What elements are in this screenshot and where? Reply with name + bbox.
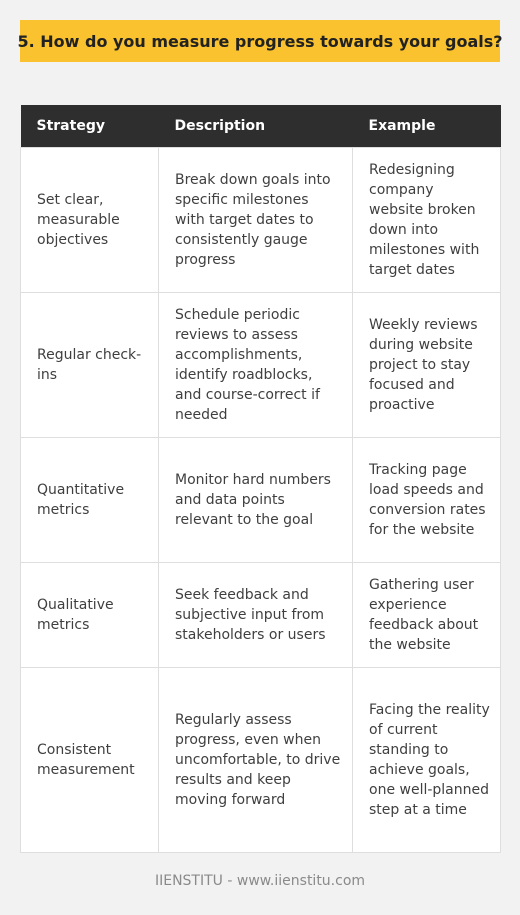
column-header-example: Example	[353, 105, 501, 147]
strategy-cell: Qualitative metrics	[21, 562, 159, 667]
example-cell: Gathering user experience feedback about the website	[353, 562, 501, 667]
table-row	[21, 147, 501, 292]
table-row	[21, 667, 501, 852]
title-banner	[17, 20, 503, 62]
strategy-cell: Consistent measurement	[21, 667, 159, 852]
table-row	[21, 292, 501, 437]
example-cell: Redesigning company website broken down into milestones with target dates	[353, 147, 501, 292]
example-cell: Weekly reviews during website project to stay focused and proactive	[353, 292, 501, 437]
description-cell: Schedule periodic reviews to assess accomplishments, identify roadblocks, and course-correct if needed	[159, 292, 353, 437]
description-cell: Break down goals into specific milestones with target dates to consistently gauge progress	[159, 147, 353, 292]
example-cell: Facing the reality of current standing to achieve goals, one well-planned step at a time	[353, 667, 501, 852]
strategy-cell: Quantitative metrics	[21, 437, 159, 562]
strategy-cell: Regular check-ins	[21, 292, 159, 437]
table-header-row	[21, 105, 501, 147]
page-title: 5. How do you measure progress towards your goals?	[17, 31, 503, 51]
description-cell: Seek feedback and subjective input from stakeholders or users	[159, 562, 353, 667]
description-cell: Monitor hard numbers and data points relevant to the goal	[159, 437, 353, 562]
column-header-description: Description	[159, 105, 353, 147]
column-header-strategy: Strategy	[21, 105, 159, 147]
description-cell: Regularly assess progress, even when uncomfortable, to drive results and keep moving forward	[159, 667, 353, 852]
table-row	[21, 562, 501, 667]
strategy-table	[20, 105, 501, 853]
strategy-cell: Set clear, measurable objectives	[21, 147, 159, 292]
footer-credit: IIENSTITU - www.iienstitu.com	[154, 873, 366, 889]
table-row	[21, 437, 501, 562]
example-cell: Tracking page load speeds and conversion rates for the website	[353, 437, 501, 562]
